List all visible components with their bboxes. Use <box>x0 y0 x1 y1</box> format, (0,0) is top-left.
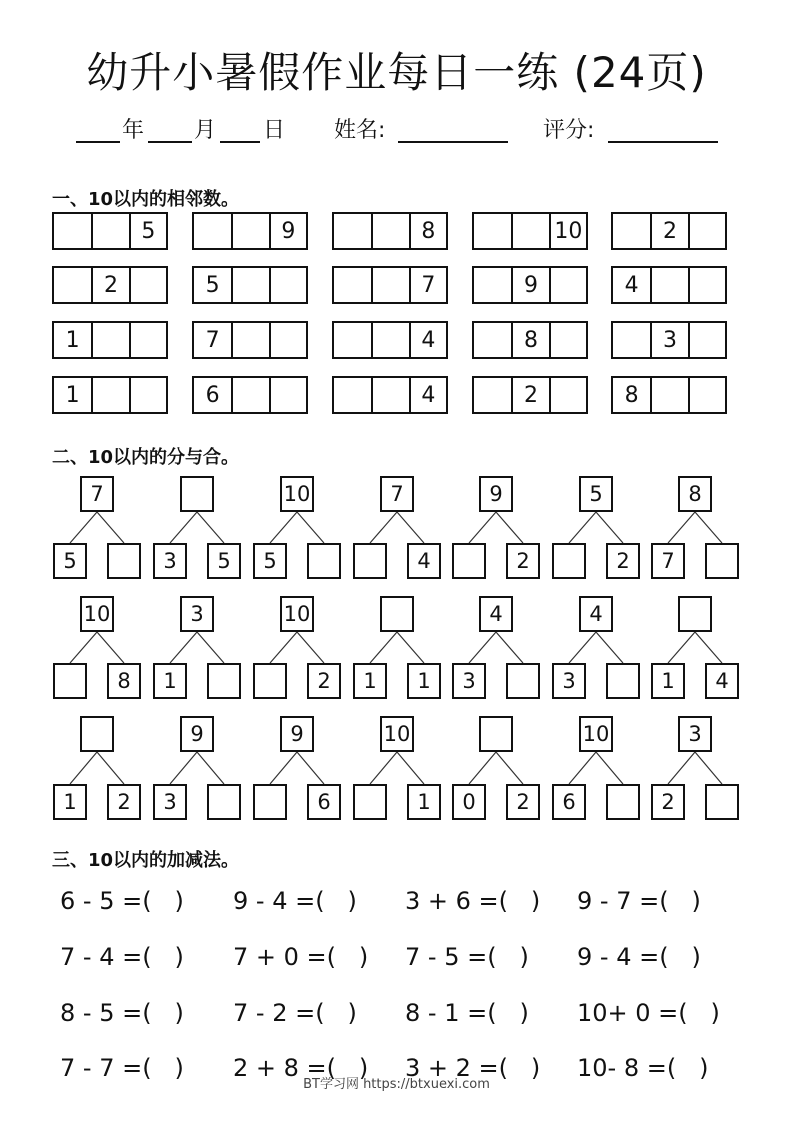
bond-top-box: 7 <box>80 476 114 512</box>
bond-branch-line <box>97 512 124 543</box>
bond-branch-line <box>668 632 695 663</box>
bond-top-box: 3 <box>678 716 712 752</box>
bond-branch-line <box>668 512 695 543</box>
bond-right-box[interactable] <box>606 663 640 699</box>
given-cell: 10 <box>549 214 586 248</box>
score-label: 评分: <box>543 118 595 143</box>
bond-branch-line <box>569 752 596 784</box>
given-cell: 4 <box>409 378 446 412</box>
bond-right-box[interactable] <box>107 543 141 579</box>
equation[interactable]: 7 + 0 =( ) <box>233 943 369 971</box>
bond-branch-line <box>297 632 324 663</box>
bond-branch-line <box>695 632 722 663</box>
bond-branch-line <box>496 632 523 663</box>
bond-top-box[interactable] <box>80 716 114 752</box>
equation[interactable]: 8 - 1 =( ) <box>405 999 529 1027</box>
bond-branch-line <box>370 752 397 784</box>
bond-branch-line <box>197 752 224 784</box>
bond-branch-line <box>170 632 197 663</box>
equation[interactable]: 6 - 5 =( ) <box>60 887 184 915</box>
bond-right-box: 2 <box>506 543 540 579</box>
bond-left-box: 2 <box>651 784 685 820</box>
given-cell: 8 <box>511 323 548 357</box>
bond-left-box: 5 <box>53 543 87 579</box>
given-cell: 8 <box>624 382 639 408</box>
bond-right-box[interactable] <box>705 543 739 579</box>
name-label: 姓名: <box>334 118 386 143</box>
given-cell: 9 <box>269 214 306 248</box>
equation[interactable]: 7 - 4 =( ) <box>60 943 184 971</box>
bond-branch-line <box>695 752 722 784</box>
bond-right-box: 4 <box>407 543 441 579</box>
bond-top-box: 7 <box>380 476 414 512</box>
bond-right-box[interactable] <box>606 784 640 820</box>
bond-top-box: 9 <box>479 476 513 512</box>
footer-watermark: BT学习网 https://btxuexi.com <box>303 1077 490 1092</box>
equation[interactable]: 9 - 4 =( ) <box>233 887 357 915</box>
bond-top-box[interactable] <box>180 476 214 512</box>
equation[interactable]: 8 - 5 =( ) <box>60 999 184 1027</box>
bond-right-box[interactable] <box>207 784 241 820</box>
bond-branch-line <box>297 512 324 543</box>
given-cell: 9 <box>511 268 548 302</box>
section-bonds-title: 二、10以内的分与合。 <box>52 447 240 468</box>
given-cell: 2 <box>650 214 687 248</box>
given-cell: 2 <box>91 268 128 302</box>
equation[interactable]: 9 - 7 =( ) <box>577 887 701 915</box>
bond-branch-line <box>70 512 97 543</box>
equation[interactable]: 3 + 2 =( ) <box>405 1054 541 1082</box>
bond-left-box: 3 <box>153 543 187 579</box>
bond-left-box: 5 <box>253 543 287 579</box>
bond-branch-line <box>496 512 523 543</box>
bond-branch-line <box>270 632 297 663</box>
bond-branch-line <box>370 632 397 663</box>
bond-top-box: 5 <box>579 476 613 512</box>
bond-branch-line <box>695 512 722 543</box>
bond-branch-line <box>469 632 496 663</box>
bond-branch-line <box>97 752 124 784</box>
bond-branch-line <box>70 632 97 663</box>
bond-left-box: 3 <box>153 784 187 820</box>
bond-branch-line <box>397 632 424 663</box>
bond-right-box[interactable] <box>207 663 241 699</box>
bond-branch-line <box>70 752 97 784</box>
given-cell: 7 <box>205 327 220 353</box>
bond-left-box[interactable] <box>353 784 387 820</box>
bond-left-box[interactable] <box>452 543 486 579</box>
given-cell: 8 <box>409 214 446 248</box>
month-label: 月 <box>194 118 217 143</box>
year-label: 年 <box>122 118 145 143</box>
bond-top-box: 10 <box>280 476 314 512</box>
equation[interactable]: 7 - 5 =( ) <box>405 943 529 971</box>
bond-branch-line <box>596 632 623 663</box>
bond-left-box: 6 <box>552 784 586 820</box>
bond-left-box: 1 <box>651 663 685 699</box>
bond-left-box[interactable] <box>253 784 287 820</box>
bond-branch-line <box>270 512 297 543</box>
bond-branch-line <box>397 752 424 784</box>
bond-top-box: 9 <box>280 716 314 752</box>
bond-branch-line <box>370 512 397 543</box>
bond-left-box: 1 <box>53 784 87 820</box>
bond-left-box[interactable] <box>552 543 586 579</box>
given-cell: 4 <box>624 272 639 298</box>
bond-right-box: 8 <box>107 663 141 699</box>
bond-right-box: 5 <box>207 543 241 579</box>
bond-branch-line <box>596 752 623 784</box>
bond-branch-line <box>668 752 695 784</box>
bond-right-box: 1 <box>407 784 441 820</box>
equation[interactable]: 7 - 2 =( ) <box>233 999 357 1027</box>
section-arith-title: 三、10以内的加减法。 <box>52 850 240 871</box>
bond-top-box[interactable] <box>380 596 414 632</box>
bond-left-box: 1 <box>353 663 387 699</box>
bond-left-box: 7 <box>651 543 685 579</box>
bond-branch-line <box>170 512 197 543</box>
bond-top-box: 10 <box>579 716 613 752</box>
bond-top-box: 8 <box>678 476 712 512</box>
bond-top-box: 9 <box>180 716 214 752</box>
given-cell: 5 <box>129 214 166 248</box>
bond-right-box: 4 <box>705 663 739 699</box>
bond-right-box: 1 <box>407 663 441 699</box>
bond-branch-line <box>270 752 297 784</box>
given-cell: 3 <box>650 323 687 357</box>
bond-top-box: 4 <box>579 596 613 632</box>
bond-branch-line <box>496 752 523 784</box>
bond-branch-line <box>469 752 496 784</box>
day-label: 日 <box>263 118 286 143</box>
bond-right-box: 2 <box>606 543 640 579</box>
bond-top-box: 10 <box>280 596 314 632</box>
bond-right-box[interactable] <box>307 543 341 579</box>
given-cell: 7 <box>409 268 446 302</box>
bond-left-box[interactable] <box>53 663 87 699</box>
bond-left-box: 3 <box>452 663 486 699</box>
bond-right-box: 2 <box>506 784 540 820</box>
page-title: 幼升小暑假作业每日一练 (24页) <box>86 48 707 97</box>
bond-branch-line <box>397 512 424 543</box>
bond-branch-line <box>469 512 496 543</box>
bond-left-box: 1 <box>153 663 187 699</box>
bond-top-box[interactable] <box>479 716 513 752</box>
bond-branch-line <box>297 752 324 784</box>
equation[interactable]: 3 + 6 =( ) <box>405 887 541 915</box>
bond-left-box[interactable] <box>253 663 287 699</box>
equation[interactable]: 10- 8 =( ) <box>577 1054 709 1082</box>
bond-right-box[interactable] <box>506 663 540 699</box>
bond-left-box[interactable] <box>353 543 387 579</box>
equation[interactable]: 2 + 8 =( ) <box>233 1054 369 1082</box>
bond-branch-line <box>569 512 596 543</box>
bond-right-box: 2 <box>107 784 141 820</box>
bond-branch-line <box>596 512 623 543</box>
bond-branch-line <box>197 512 224 543</box>
bond-top-box: 4 <box>479 596 513 632</box>
bond-right-box: 6 <box>307 784 341 820</box>
bond-branch-line <box>170 752 197 784</box>
bond-top-box[interactable] <box>678 596 712 632</box>
bond-right-box[interactable] <box>705 784 739 820</box>
bond-branch-line <box>197 632 224 663</box>
bond-left-box: 3 <box>552 663 586 699</box>
given-cell: 1 <box>65 327 80 353</box>
bond-left-box: 0 <box>452 784 486 820</box>
equation[interactable]: 7 - 7 =( ) <box>60 1054 184 1082</box>
given-cell: 6 <box>205 382 220 408</box>
bond-top-box: 3 <box>180 596 214 632</box>
given-cell: 1 <box>65 382 80 408</box>
bond-top-box: 10 <box>80 596 114 632</box>
given-cell: 4 <box>409 323 446 357</box>
equation[interactable]: 10+ 0 =( ) <box>577 999 720 1027</box>
equation[interactable]: 9 - 4 =( ) <box>577 943 701 971</box>
bond-right-box: 2 <box>307 663 341 699</box>
bond-top-box: 10 <box>380 716 414 752</box>
given-cell: 2 <box>511 378 548 412</box>
bond-branch-line <box>97 632 124 663</box>
given-cell: 5 <box>205 272 220 298</box>
bond-branch-line <box>569 632 596 663</box>
section-adjacent-title: 一、10以内的相邻数。 <box>52 189 240 210</box>
